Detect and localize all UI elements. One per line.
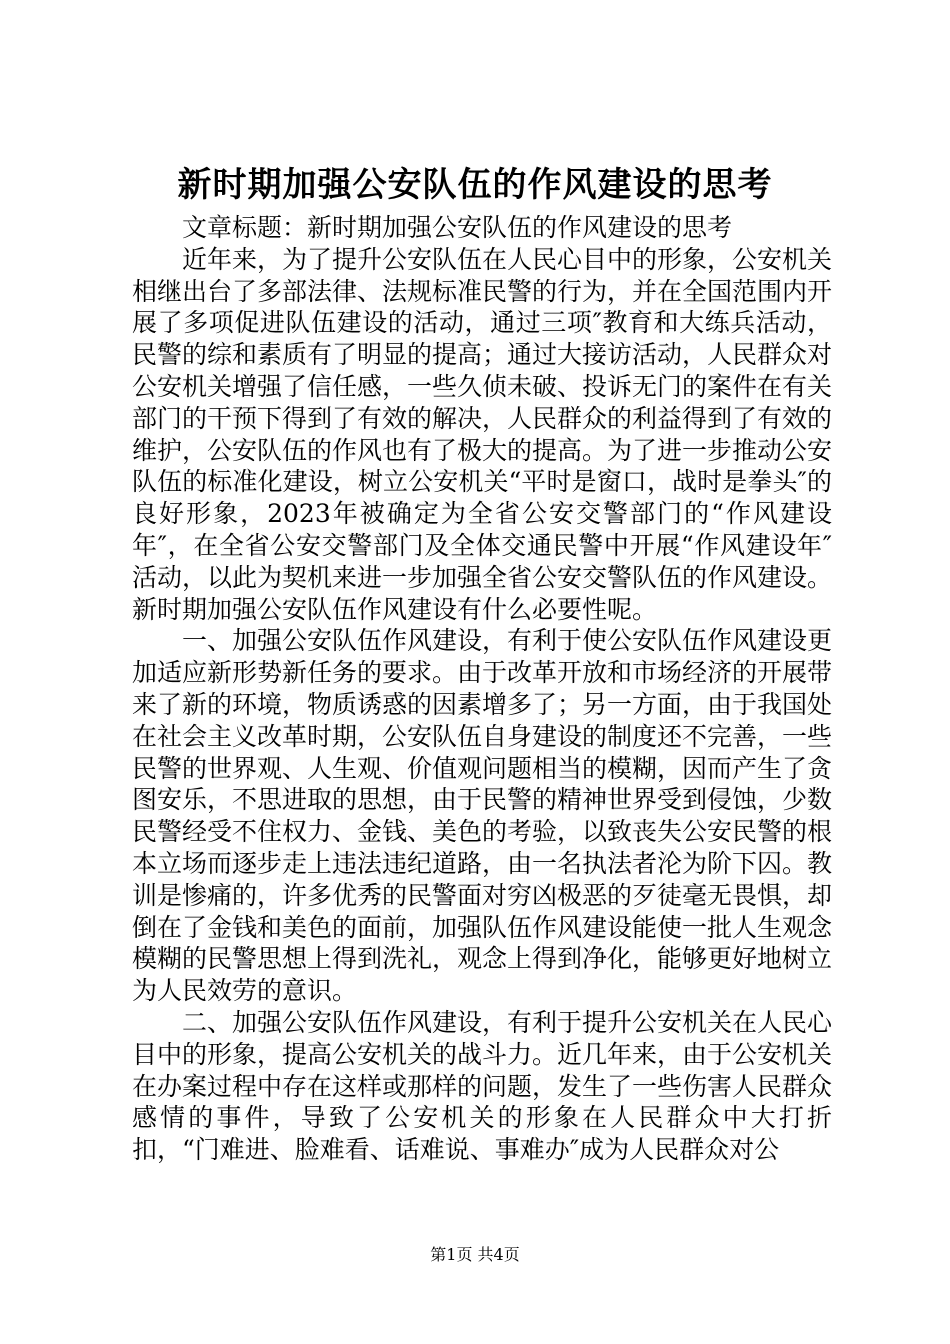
paragraph-article-title: 文章标题：新时期加强公安队伍的作风建设的思考 [182, 213, 733, 242]
document-title: 新时期加强公安队伍的作风建设的思考 [177, 165, 773, 205]
page-footer: 第1页 共4页 [430, 1245, 520, 1264]
paragraph-point-one: 一、加强公安队伍作风建设，有利于使公安队伍作风建设更加适应新形势新任务的要求。由于改革开放和市场经济的开展带来了新的环境，物质诱惑的因素增多了；另一方面，由于我国处在社会主义改革时期，公安队伍自身建设的制度还不完善，一些民警的世界观、人生观、价值观问题相当的模糊，因而产生了贪图安乐，不思进取的思想，由于民警的精神世界受到侵蚀，少数民警经受不住权力、金钱、美色的考验，以致丧失公安民警的根本立场而逐步走上违法违纪道路，由一名执法者沦为阶下囚。教训是惨痛的，许多优秀的民警面对穷凶极恶的歹徒毫无畏惧，却倒在了金钱和美色的面前，加强队伍作风建设能使一批人生观念模糊的民警思想上得到洗礼，观念上得到净化，能够更好地树立为人民效劳的意识。 [132, 626, 833, 1006]
paragraph-introduction: 近年来，为了提升公安队伍在人民心目中的形象，公安机关相继出台了多部法律、法规标准民警的行为，并在全国范围内开展了多项促进队伍建设的活动，通过三项″教育和大练兵活动，民警的综和素质有了明显的提高；通过大接访活动，人民群众对公安机关增强了信任感，一些久侦未破、投诉无门的案件在有关部门的干预下得到了有效的解决，人民群众的利益得到了有效的维护，公安队伍的作风也有了极大的提高。为了进一步推动公安队伍的标准化建设，树立公安机关“平时是窗口，战时是拳头″的良好形象，2023年被确定为全省公安交警部门的“作风建设年″，在全省公安交警部门及全体交通民警中开展“作风建设年″活动，以此为契机来进一步加强全省公安交警队伍的作风建设。新时期加强公安队伍作风建设有什么必要性呢。 [132, 244, 833, 624]
document-body [132, 212, 832, 1166]
paragraph-point-two: 二、加强公安队伍作风建设，有利于提升公安机关在人民心目中的形象，提高公安机关的战斗力。近几年来，由于公安机关在办案过程中存在这样或那样的问题，发生了一些伤害人民群众感情的事件，导致了公安机关的形象在人民群众中大打折扣，“门难进、脸难看、话难说、事难办″成为人民群众对公 [132, 1007, 833, 1165]
